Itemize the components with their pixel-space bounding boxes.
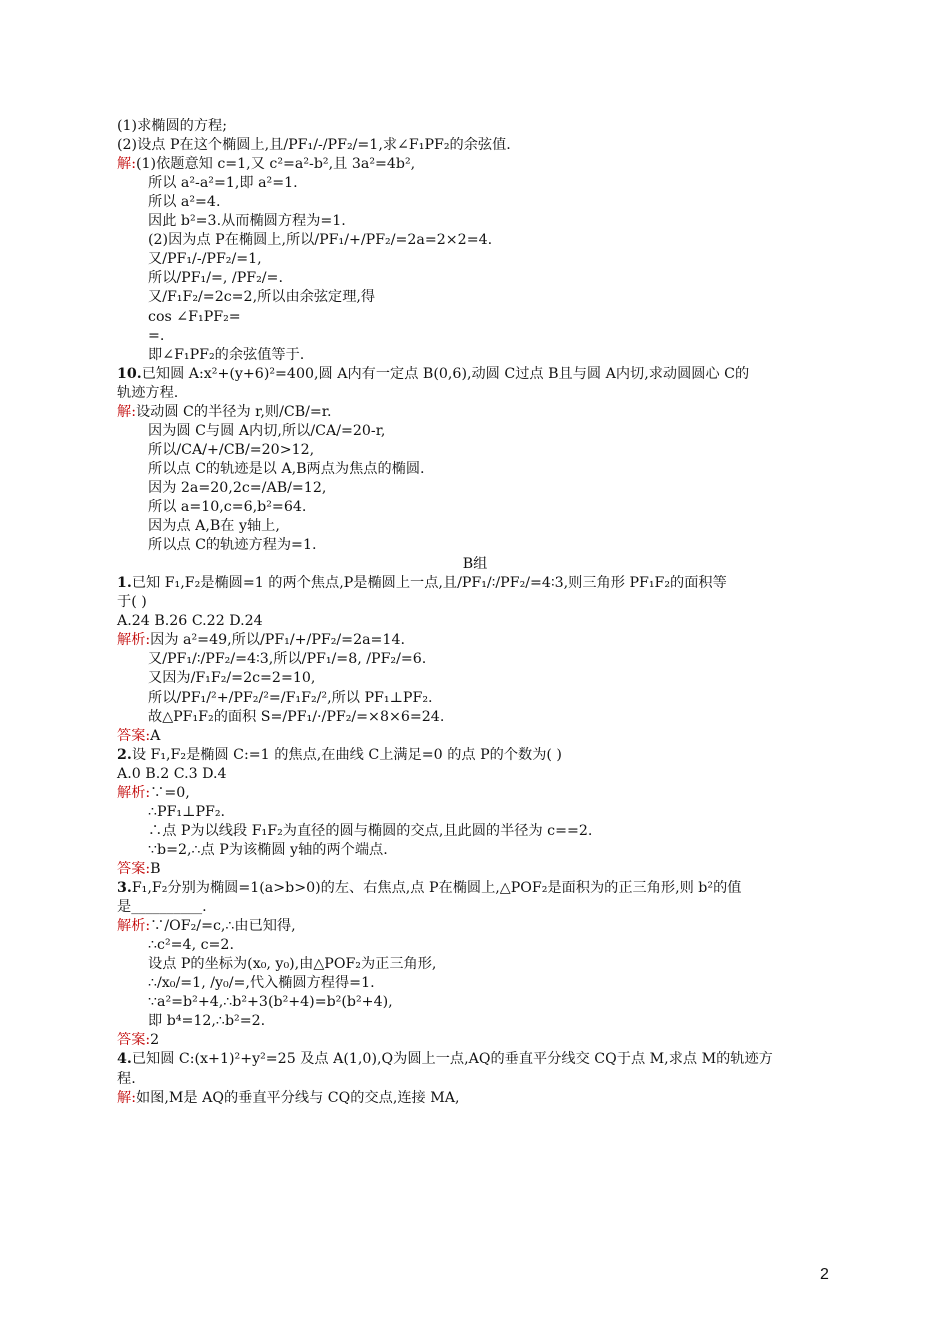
answer-label: 答案: <box>117 860 151 877</box>
line-text: ∴PF₁⊥PF₂. <box>148 803 226 820</box>
line-text: A <box>150 727 161 744</box>
line-text: ∴c²=4, c=2. <box>148 937 234 954</box>
page-number: 2 <box>820 1266 829 1283</box>
line-text: A.0 B.2 C.3 D.4 <box>117 765 227 782</box>
line-text: 程. <box>117 1070 136 1087</box>
line-text: 又/PF₁/∶/PF₂/=4∶3,所以/PF₁/=8, /PF₂/=6. <box>148 651 427 668</box>
line-text: 已知 F₁,F₂是椭圆=1 的两个焦点,P是椭圆上一点,且/PF₁/∶/PF₂/=4∶3,则三角形 PF₁F₂的面积等 <box>131 575 727 592</box>
answer-label: 解: <box>117 403 136 420</box>
line-text: B <box>150 860 161 877</box>
text-line <box>148 460 425 479</box>
text-line <box>117 593 147 612</box>
line-text: 所以 a²-a²=1,即 a²=1. <box>148 175 298 192</box>
text-line <box>148 803 225 822</box>
question-number: 1. <box>117 575 132 592</box>
text-line <box>117 574 727 593</box>
text-line <box>148 650 426 669</box>
text-line <box>117 136 511 155</box>
text-line <box>148 1012 265 1031</box>
line-text: 因为 a²=49,所以/PF₁/+/PF₂/=2a=14. <box>150 632 405 649</box>
text-line <box>117 917 296 936</box>
line-text: 故△PF₁F₂的面积 S=/PF₁/·/PF₂/=×8×6=24. <box>148 708 445 725</box>
line-text: 设动圆 C的半径为 r,则/CB/=r. <box>135 403 332 420</box>
line-text: ∴点 P为以线段 F₁F₂为直径的圆与椭圆的交点,且此圆的半径为 c==2. <box>148 822 593 839</box>
text-line <box>148 231 492 250</box>
text-line <box>117 860 161 879</box>
text-line <box>117 1031 159 1050</box>
text-line <box>148 936 234 955</box>
text-line <box>117 631 405 650</box>
text-line <box>148 327 164 346</box>
text-line <box>148 708 444 727</box>
line-text: 是__________. <box>117 899 207 916</box>
question-number: 2. <box>117 746 132 763</box>
text-line <box>148 288 375 307</box>
line-text: 又因为/F₁F₂/=2c=2=10, <box>148 670 316 687</box>
line-text: 所以点 C的轨迹是以 A,B两点为焦点的椭圆. <box>148 460 425 477</box>
answer-label: 解: <box>117 156 136 173</box>
line-text: ∴/x₀/=1, /y₀/=,代入椭圆方程得=1. <box>148 975 375 992</box>
line-text: 已知圆 C:(x+1)²+y²=25 及点 A(1,0),Q为圆上一点,AQ的垂直平分线交 CQ于点 M,求点 M的轨迹方 <box>131 1051 773 1068</box>
text-line <box>117 1050 773 1069</box>
text-line <box>148 441 314 460</box>
line-text: F₁,F₂分别为椭圆=1(a>b>0)的左、右焦点,点 P在椭圆上,△POF₂是面积为的正三角形,则 b²的值 <box>131 880 742 896</box>
text-line <box>148 955 436 974</box>
text-line <box>148 841 388 860</box>
line-text: 轨迹方程. <box>117 384 179 401</box>
question-number: 3. <box>117 880 132 896</box>
question-number: 10. <box>117 365 142 382</box>
line-text: 于( ) <box>117 594 147 611</box>
line-text: (2)因为点 P在椭圆上,所以/PF₁/+/PF₂/=2a=2×2=4. <box>148 232 493 249</box>
line-text: 所以 a²=4. <box>148 194 221 211</box>
line-text: 2 <box>150 1032 160 1049</box>
text-line <box>0 555 950 574</box>
text-line <box>117 1089 460 1108</box>
text-line <box>117 879 741 898</box>
text-line <box>148 250 262 269</box>
line-text: 因为 2a=20,2c=/AB/=12, <box>148 479 327 496</box>
line-text: cos ∠F₁PF₂= <box>148 308 241 325</box>
text-line <box>117 403 332 422</box>
text-line <box>148 974 375 993</box>
line-text: (1)依题意知 c=1,又 c²=a²-b²,且 3a²=4b², <box>135 156 416 173</box>
line-text: 因此 b²=3.从而椭圆方程为=1. <box>148 213 346 230</box>
line-text: 因为点 A,B在 y轴上, <box>148 518 280 535</box>
text-line <box>148 689 433 708</box>
text-line <box>148 517 280 536</box>
text-line <box>117 155 415 174</box>
answer-label: 解析: <box>117 784 151 801</box>
line-text: 因为圆 C与圆 A内切,所以/CA/=20-r, <box>148 422 386 439</box>
line-text: 所以/CA/+/CB/=20>12, <box>148 441 315 458</box>
line-text: 所以 a=10,c=6,b²=64. <box>148 499 307 515</box>
text-line <box>148 993 393 1012</box>
text-line <box>148 479 326 498</box>
text-line <box>117 612 263 631</box>
line-text: ∵b=2,∴点 P为该椭圆 y轴的两个端点. <box>148 841 388 858</box>
question-number: 4. <box>117 1051 132 1068</box>
answer-label: 解析: <box>117 632 151 649</box>
line-text: 所以/PF₁/²+/PF₂/²=/F₁F₂/²,所以 PF₁⊥PF₂. <box>148 689 433 706</box>
text-line <box>148 669 315 688</box>
text-line <box>117 117 227 136</box>
line-text: 即 b⁴=12,∴b²=2. <box>148 1013 266 1030</box>
line-text: (2)设点 P在这个椭圆上,且/PF₁/-/PF₂/=1,求∠F₁PF₂的余弦值. <box>117 137 511 154</box>
answer-label: 答案: <box>117 1032 151 1049</box>
text-line <box>148 498 306 517</box>
line-text: 所以点 C的轨迹方程为=1. <box>148 537 317 554</box>
answer-label: 答案: <box>117 727 151 744</box>
line-text: 又/F₁F₂/=2c=2,所以由余弦定理,得 <box>148 289 376 306</box>
text-line <box>117 746 562 765</box>
line-text: 如图,M是 AQ的垂直平分线与 CQ的交点,连接 MA, <box>135 1089 460 1106</box>
text-line <box>148 308 241 327</box>
text-line <box>117 1070 136 1089</box>
line-text: ∵/OF₂/=c,∴由已知得, <box>150 918 296 935</box>
text-line <box>117 365 749 384</box>
text-line <box>117 384 178 403</box>
answer-label: 解析: <box>117 918 151 935</box>
line-text: (1)求椭圆的方程; <box>117 118 228 134</box>
text-line <box>148 269 283 288</box>
line-text: 即∠F₁PF₂的余弦值等于. <box>148 346 305 363</box>
line-text: 所以/PF₁/=, /PF₂/=. <box>148 270 283 287</box>
text-line <box>148 212 346 231</box>
line-text: 已知圆 A:x²+(y+6)²=400,圆 A内有一定点 B(0,6),动圆 C过点 B且与圆 A内切,求动圆圆心 C的 <box>141 365 750 382</box>
text-line <box>148 422 385 441</box>
text-line <box>148 193 220 212</box>
text-line <box>148 174 298 193</box>
line-text: =. <box>148 327 165 344</box>
line-text: ∵=0, <box>150 784 190 801</box>
line-text: 设 F₁,F₂是椭圆 C:=1 的焦点,在曲线 C上满足=0 的点 P的个数为( ) <box>131 746 562 763</box>
text-line <box>117 727 160 746</box>
line-text: A.24 B.26 C.22 D.24 <box>117 613 263 630</box>
line-text: 又/PF₁/-/PF₂/=1, <box>148 251 262 268</box>
answer-label: 解: <box>117 1089 136 1106</box>
text-line <box>148 346 304 365</box>
line-text: 设点 P的坐标为(x₀, y₀),由△POF₂为正三角形, <box>148 956 437 973</box>
line-text: B组 <box>462 556 488 573</box>
text-line <box>117 784 190 803</box>
text-line <box>117 898 207 917</box>
text-line <box>117 765 227 784</box>
text-line <box>148 822 592 841</box>
line-text: ∵a²=b²+4,∴b²+3(b²+4)=b²(b²+4), <box>148 994 393 1011</box>
text-line <box>148 536 316 555</box>
